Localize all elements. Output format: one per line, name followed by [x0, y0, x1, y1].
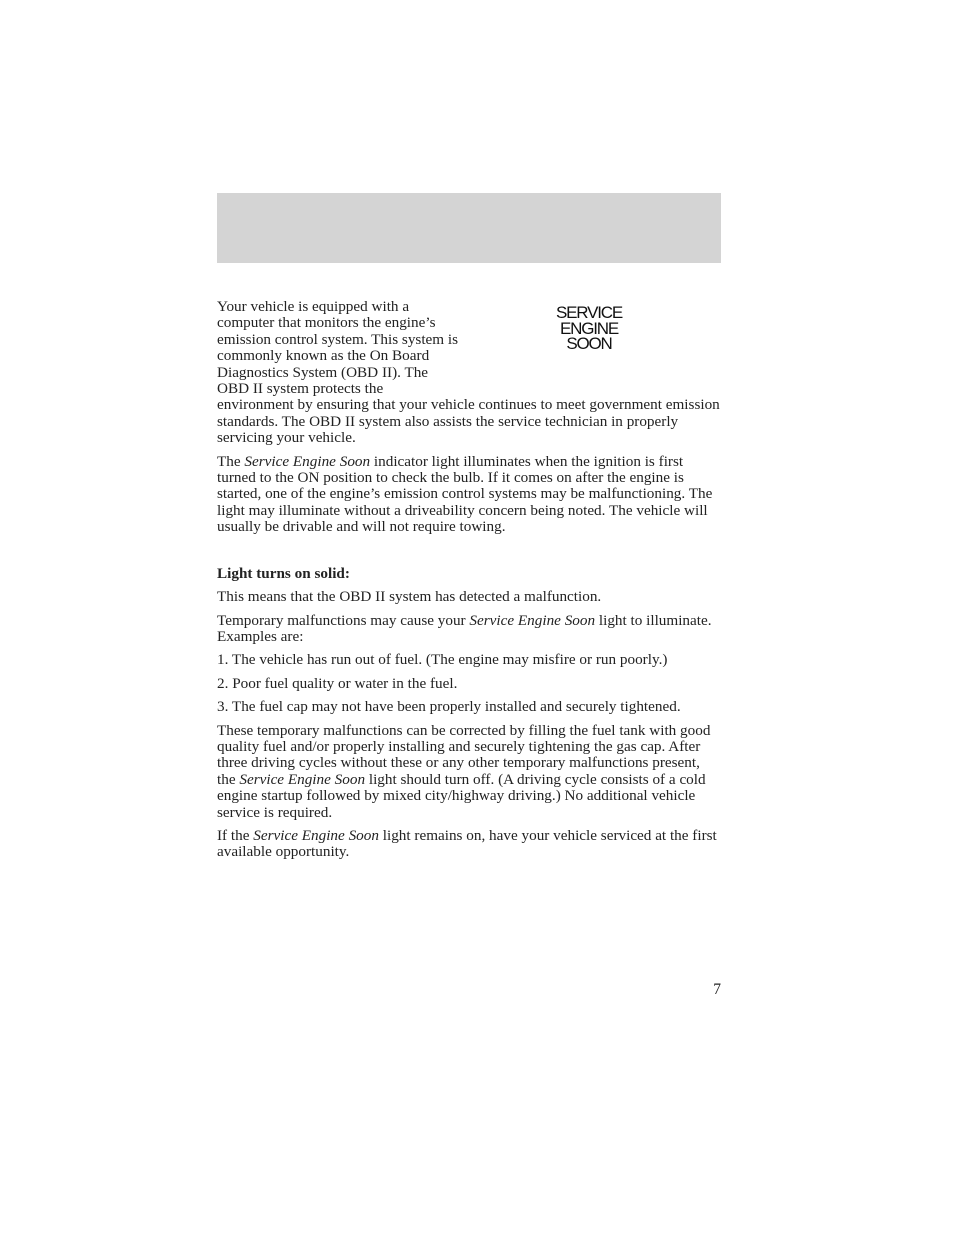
indicator-line-2: ENGINE	[560, 318, 618, 338]
indicator-line-1: SERVICE	[556, 303, 622, 322]
text: Temporary malfunctions may cause your	[217, 611, 470, 629]
text: light remains on, have your vehicle serviced at the first available opportunity.	[217, 826, 717, 861]
paragraph-malfunction: This means that the OBD II system has detected a malfunction.	[217, 588, 602, 606]
page-content	[217, 299, 721, 868]
list-item: 2. Poor fuel quality or water in the fuel.	[217, 674, 458, 692]
text: The	[217, 452, 245, 470]
paragraph-correction	[217, 723, 721, 821]
page-number: 7	[713, 981, 721, 998]
paragraph-temporary	[217, 613, 721, 646]
intro-section	[217, 299, 721, 447]
section-heading: Light turns on solid:	[217, 564, 350, 582]
indicator-text	[541, 305, 637, 352]
list-item: 1. The vehicle has run out of fuel. (The engine may misfire or run poorly.)	[217, 651, 668, 669]
text: light to illuminate. Examples are:	[217, 611, 712, 645]
service-engine-soon-indicator	[461, 299, 721, 397]
emphasis: Service Engine Soon	[469, 611, 596, 629]
list-item: 3. The fuel cap may not have been properly installed and securely tightened.	[217, 698, 681, 716]
paragraph-remains-on	[217, 828, 721, 861]
emphasis: Service Engine Soon	[253, 826, 379, 844]
header-band	[217, 193, 721, 263]
emphasis: Service Engine Soon	[244, 452, 371, 470]
text: These temporary malfunctions can be corrected by filling the fuel tank with good quality fuel and/or properly installing and securely tightening the gas cap. After three driving cycles without these or any other temporary malfunctions present, the	[217, 721, 711, 788]
paragraph-indicator-description	[217, 454, 721, 536]
text: light should turn off. (A driving cycle consists of a cold engine startup followed by mixed city/highway driving.) No additional vehicle service is required.	[217, 770, 706, 821]
emphasis: Service Engine Soon	[239, 770, 366, 788]
text: If the	[217, 826, 254, 844]
text: indicator light illuminates when the ignition is first turned to the ON position to check the bulb. If it comes on after the engine is started, one of the engine’s emission control systems may be malfunctioning. The light may illuminate without a driveability concern being noted. The vehicle will usually be drivable and will not require towing.	[217, 452, 713, 536]
paragraph-obd-intro: Your vehicle is equipped with a computer that monitors the engine’s emission control system. This system is commonly known as the On Board Diagnostics System (OBD II). The OBD II system protects the environment by ensuring that your vehicle continues to meet government emission standards. The OBD II system also assists the service technician in properly servicing your vehicle.	[217, 298, 720, 447]
indicator-line-3: SOON	[566, 334, 612, 353]
